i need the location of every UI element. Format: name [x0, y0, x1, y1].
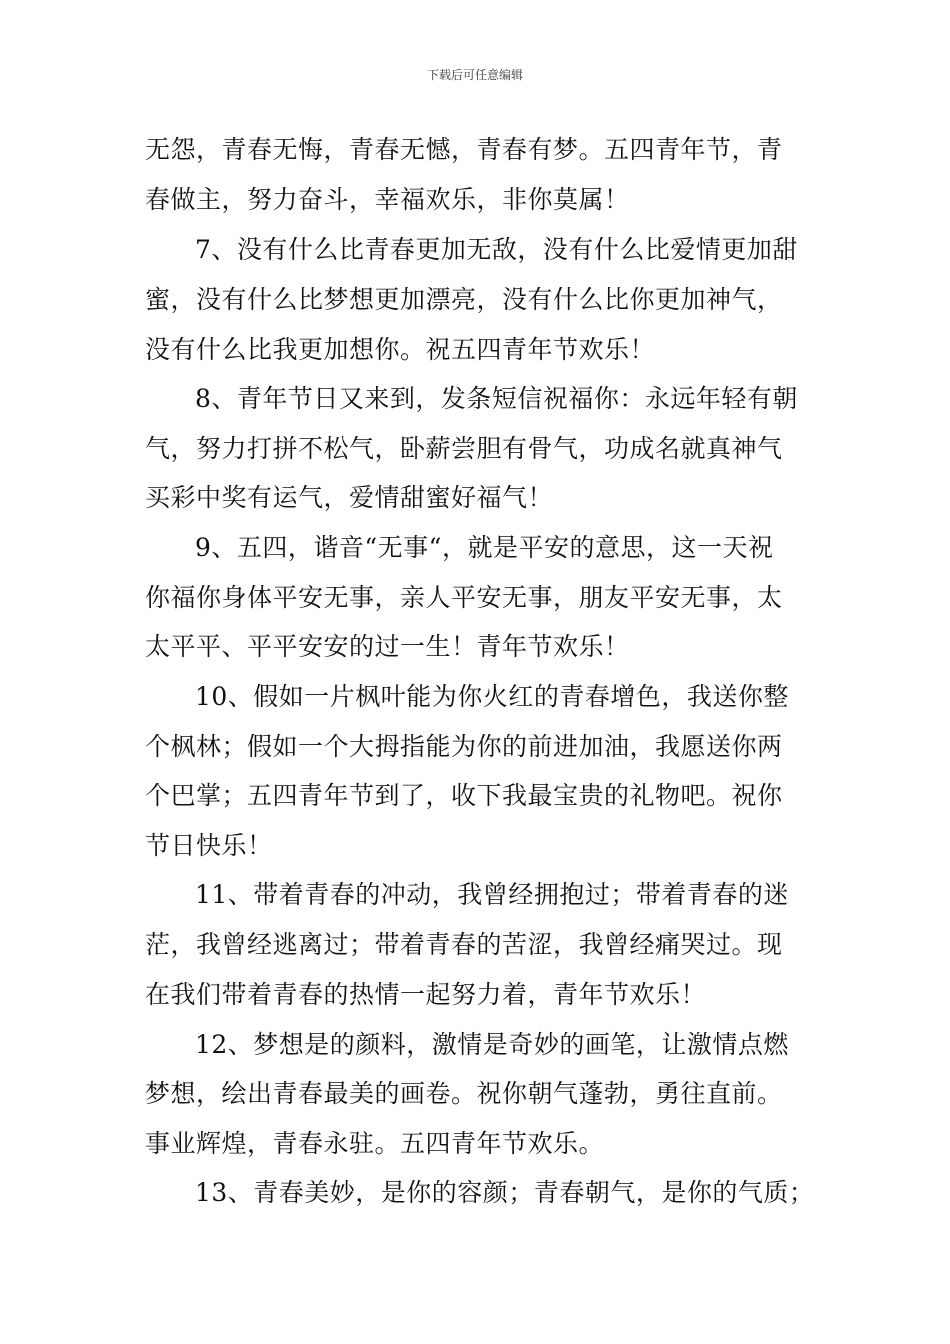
- body-line: 太平平、平平安安的过一生！青年节欢乐！: [145, 632, 630, 661]
- paragraph-first-line: 12、梦想是的颜料，激情是奇妙的画笔，让激情点燃: [195, 1030, 789, 1059]
- body-line: 没有什么比我更加想你。祝五四青年节欢乐！: [145, 335, 656, 364]
- body-line: 蜜，没有什么比梦想更加漂亮，没有什么比你更加神气，: [145, 285, 783, 314]
- body-line: 无怨，青春无悔，青春无憾，青春有梦。五四青年节，青: [145, 135, 783, 164]
- paragraph-first-line: 9、五四，谐音“无事“，就是平安的意思，这一天祝: [195, 533, 774, 562]
- paragraph-first-line: 11、带着青春的冲动，我曾经拥抱过；带着青春的迷: [195, 880, 789, 909]
- paragraph-first-line: 8、青年节日又来到，发条短信祝福你：永远年轻有朝: [195, 384, 798, 413]
- body-line: 买彩中奖有运气，爱情甜蜜好福气！: [145, 483, 554, 512]
- body-line: 气，努力打拼不松气，卧薪尝胆有骨气，功成名就真神气: [145, 434, 783, 463]
- body-line: 个枫林；假如一个大拇指能为你的前进加油，我愿送你两: [145, 732, 783, 761]
- body-line: 在我们带着青春的热情一起努力着，青年节欢乐！: [145, 980, 707, 1009]
- body-line: 节日快乐！: [145, 831, 273, 860]
- body-line: 梦想，绘出青春最美的画卷。祝你朝气蓬勃，勇往直前。: [145, 1079, 783, 1108]
- body-line: 你福你身体平安无事，亲人平安无事，朋友平安无事，太: [145, 583, 783, 612]
- paragraph-first-line: 13、青春美妙，是你的容颜；青春朝气，是你的气质；: [195, 1178, 815, 1207]
- body-line: 春做主，努力奋斗，幸福欢乐，非你莫属！: [145, 185, 630, 214]
- body-line: 事业辉煌，青春永驻。五四青年节欢乐。: [145, 1129, 605, 1158]
- paragraph-first-line: 10、假如一片枫叶能为你火红的青春增色，我送你整: [195, 682, 789, 711]
- body-line: 茫，我曾经逃离过；带着青春的苦涩，我曾经痛哭过。现: [145, 930, 783, 959]
- paragraph-first-line: 7、没有什么比青春更加无敌，没有什么比爱情更加甜: [195, 235, 798, 264]
- body-line: 个巴掌；五四青年节到了，收下我最宝贵的礼物吧。祝你: [145, 781, 783, 810]
- page-header: 下载后可任意编辑: [426, 68, 523, 82]
